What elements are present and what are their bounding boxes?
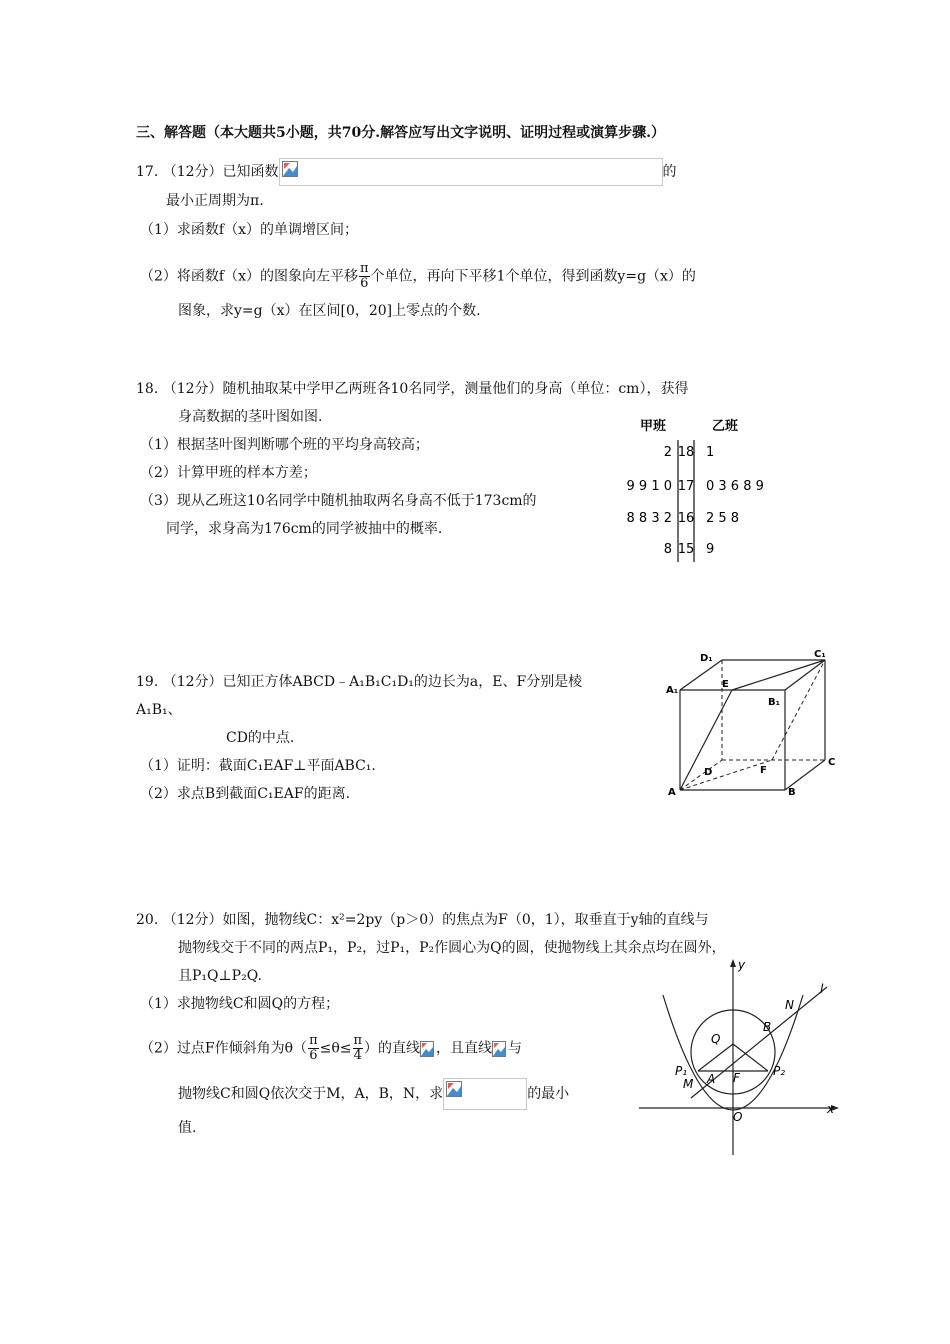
broken-image-icon: [420, 1041, 436, 1057]
q20-part2-e-line: [178, 1078, 569, 1110]
q19-intro: 19. （12分）已知正方体ABCD﹣A₁B₁C₁D₁的边长为a，E、F分别是棱: [136, 674, 583, 690]
cube-figure: [660, 645, 838, 800]
label-b: B: [763, 1020, 772, 1034]
label-b1: B₁: [768, 697, 781, 708]
q17-intro: 17. （12分）已知函数: [136, 164, 279, 180]
label-q: Q: [711, 1032, 721, 1046]
label-a: A: [707, 1072, 716, 1086]
stem-left-title: 甲班: [640, 419, 667, 434]
q20-fraction-pi-4: $\frac{\pi}{4}$: [353, 1033, 363, 1063]
label-a: A: [668, 787, 676, 798]
q20-part2-e: 抛物线C和圆Q依次交于M，A，B，N，求: [178, 1086, 444, 1102]
q19-a1b1: A₁B₁、: [136, 702, 182, 718]
cube-edge: [680, 660, 722, 690]
q20-part2-f: 的最小: [527, 1086, 570, 1102]
q20-part2-b: ）的直线: [364, 1040, 421, 1057]
label-b: B: [788, 787, 796, 798]
segment-p1q: [698, 1044, 733, 1071]
stem-row1-stem: 18: [677, 445, 695, 460]
q17-part2-line: [140, 262, 696, 291]
q17-part2-c: 图象，求y=g（x）在区间[0，20]上零点的个数.: [178, 303, 481, 319]
q20-part2-d: 与: [508, 1040, 523, 1057]
label-d1: D₁: [700, 653, 713, 664]
q18-part2: （2）计算甲班的样本方差；: [140, 465, 317, 481]
broken-image-icon: [282, 161, 298, 177]
q18-part3b: 同学，求身高为176cm的同学被抽中的概率.: [166, 521, 443, 537]
label-d: D: [704, 767, 713, 778]
stem-right-title: 乙班: [712, 419, 739, 434]
label-p1: P₁: [675, 1064, 688, 1078]
q17-line2: 最小正周期为π.: [166, 193, 264, 209]
label-y: y: [738, 958, 746, 972]
y-axis-arrow-icon: [730, 959, 736, 967]
q18-part1: （1）根据茎叶图判断哪个班的平均身高较高；: [140, 437, 429, 453]
label-f: F: [760, 765, 767, 776]
broken-image-icon: [446, 1081, 462, 1097]
q20-le: ≤θ≤: [319, 1040, 352, 1057]
cube-edge: [785, 660, 825, 690]
stem-row4-left: 8: [663, 542, 672, 557]
q20-line3: 且P₁Q⊥P₂Q.: [178, 968, 262, 984]
stem-row4-right: 9: [706, 542, 715, 557]
stem-row2-left: 9 9 1 0: [626, 479, 672, 494]
q17-formula-image: [279, 158, 663, 186]
stem-row4-stem: 15: [677, 542, 695, 557]
q20-part2-a: （2）过点F作倾斜角为θ（: [140, 1040, 308, 1057]
q20-fraction-pi-6: $\frac{\pi}{6}$: [309, 1033, 318, 1063]
q20-part2-c: ，且直线: [436, 1040, 493, 1057]
q17-intro-line: [136, 158, 677, 186]
q17-part2-b: 个单位，再向下平移1个单位，得到函数y=g（x）的: [370, 268, 696, 285]
broken-image-icon: [492, 1041, 508, 1057]
q20-part2-g: 值.: [178, 1120, 197, 1136]
label-x: x: [827, 1102, 835, 1116]
q17-part2-a: （2）将函数f（x）的图象向左平移: [140, 268, 358, 285]
stem-row2-right: 0 3 6 8 9: [706, 479, 764, 494]
cube-edge: [785, 760, 825, 790]
label-c1: C₁: [814, 649, 826, 660]
cube-hidden-edge: [680, 760, 722, 790]
stem-row1-left: 2: [663, 445, 672, 460]
q20-part1: （1）求抛物线C和圆Q的方程；: [140, 996, 340, 1012]
label-l: l: [820, 982, 824, 996]
q19-part2: （2）求点B到截面C₁EAF的距离.: [140, 786, 351, 802]
stem-row3-right: 2 5 8: [706, 511, 740, 526]
q20-line2: 抛物线交于不同的两点P₁，P₂，过P₁，P₂作圆心为Q的圆，使抛物线上其余点均在圆外，: [178, 940, 726, 956]
stem-row3-left: 8 8 3 2: [626, 511, 672, 526]
q18-part3: （3）现从乙班这10名同学中随机抽取两名身高不低于173cm的: [140, 493, 537, 509]
stem-leaf-plot: [600, 410, 820, 570]
q19-cd: CD的中点.: [226, 730, 295, 746]
label-f: F: [733, 1071, 740, 1085]
label-c: C: [828, 757, 836, 768]
stem-row1-right: 1: [706, 445, 715, 460]
label-e: E: [722, 679, 729, 690]
label-a1: A₁: [666, 685, 679, 696]
stem-row3-stem: 16: [677, 511, 695, 526]
q17-fraction-pi-6: $\frac{\pi}{6}$: [359, 261, 369, 291]
segment-p2q: [733, 1044, 768, 1071]
q20-intro: 20. （12分）如图，抛物线C：x²=2py（p＞0）的焦点为F（0，1），取垂直于y轴的直线与: [136, 912, 709, 928]
q20-formula-image: [443, 1078, 527, 1110]
label-p2: P₂: [773, 1064, 786, 1078]
q17-part1: （1）求函数f（x）的单调增区间；: [140, 222, 358, 238]
label-o: O: [733, 1110, 743, 1124]
q18-intro: 18. （12分）随机抽取某中学甲乙两班各10名同学，测量他们的身高（单位：cm），获得: [136, 381, 689, 397]
stem-row2-stem: 17: [677, 479, 695, 494]
q19-part1: （1）证明：截面C₁EAF⊥平面ABC₁.: [140, 758, 376, 774]
q20-part2-line: [140, 1034, 522, 1063]
section-heading: 三、解答题（本大题共5小题，共70分.解答应写出文字说明、证明过程或演算步骤.）: [136, 125, 665, 141]
q17-de: 的: [662, 164, 677, 180]
label-m: M: [683, 1077, 694, 1091]
q18-line2: 身高数据的茎叶图如图.: [178, 409, 323, 425]
label-n: N: [785, 998, 794, 1012]
parabola-figure: [635, 955, 845, 1160]
